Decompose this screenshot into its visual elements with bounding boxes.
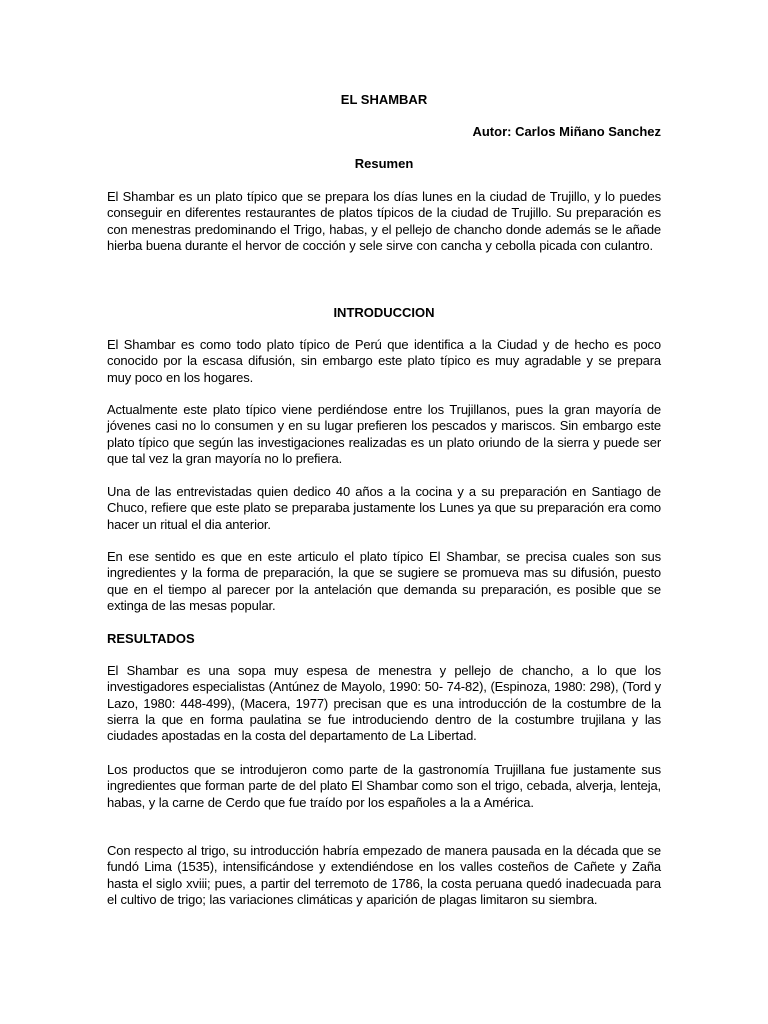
intro-paragraph-3: Una de las entrevistadas quien dedico 40 años a la cocina y a su preparación en Santiago de Chuco, refiere que este plato se preparaba justamente los Lunes ya que su preparación era como hacer un ritual el dia anterior. bbox=[107, 484, 661, 532]
results-paragraph-2: Los productos que se introdujeron como parte de la gastronomía Trujillana fue justamente sus ingredientes que forman parte de del plato El Shambar como son el trigo, cebada, alverja, lenteja, habas, y la carne de Cerdo que fue traído por los españoles a la a América. bbox=[107, 762, 661, 810]
abstract-paragraph: El Shambar es un plato típico que se prepara los días lunes en la ciudad de Trujillo, y lo puedes conseguir en diferentes restaurantes de platos típicos de la ciudad de Trujillo. Su preparación es con menestras predominando el Trigo, habas, y el pellejo de chancho donde además se le añade hierba buena durante el hervor de cocción y sele sirve con cancha y cebolla picada con culantro. bbox=[107, 189, 661, 253]
intro-paragraph-2: Actualmente este plato típico viene perdiéndose entre los Trujillanos, pues la gran mayoría de jóvenes casi no lo consumen y en su lugar prefieren los pescados y mariscos. Sin embargo este plato típico que según las investigaciones realizadas es un plato oriundo de la sierra y puede ser que tal vez la gran mayoría no lo prefiera. bbox=[107, 402, 661, 466]
results-heading: RESULTADOS bbox=[107, 631, 195, 646]
introduction-heading: INTRODUCCION bbox=[333, 305, 435, 320]
abstract-heading: Resumen bbox=[354, 156, 414, 171]
document-title: EL SHAMBAR bbox=[340, 92, 428, 107]
intro-paragraph-4: En ese sentido es que en este articulo el plato típico El Shambar, se precisa cuales son sus ingredientes y la forma de preparación, la que se sugiere se promueva mas su difusión, puesto que en el tiempo al parecer por la antelación que demanda su preparación, es posible que se extinga de las mesas popular. bbox=[107, 549, 661, 613]
results-paragraph-3: Con respecto al trigo, su introducción habría empezado de manera pausada en la década que se fundó Lima (1535), intensificándose y extendiéndose en los valles costeños de Cañete y Zaña hasta el siglo xviii; pues, a partir del terremoto de 1786, la costa peruana quedó inadecuada para el cultivo de trigo; las variaciones climáticas y aparición de plagas limitaron su siembra. bbox=[107, 843, 661, 907]
results-paragraph-1: El Shambar es una sopa muy espesa de menestra y pellejo de chancho, a lo que los investigadores especialistas (Antúnez de Mayolo, 1990: 50- 74-82), (Espinoza, 1980: 298), (Tord y Lazo, 1980: 448-499), (Macera, 1977) precisan que es una introducción de la costumbre de la sierra la que en forma paulatina se fue introduciendo dentro de la costumbre trujilana y las ciudades apostadas en la costa del departamento de La Libertad. bbox=[107, 663, 661, 744]
document-author: Autor: Carlos Miñano Sanchez bbox=[472, 124, 661, 139]
intro-paragraph-1: El Shambar es como todo plato típico de Perú que identifica a la Ciudad y de hecho es poco conocido por la escasa difusión, sin embargo este plato típico es muy agradable y se prepara muy poco en los hogares. bbox=[107, 337, 661, 385]
